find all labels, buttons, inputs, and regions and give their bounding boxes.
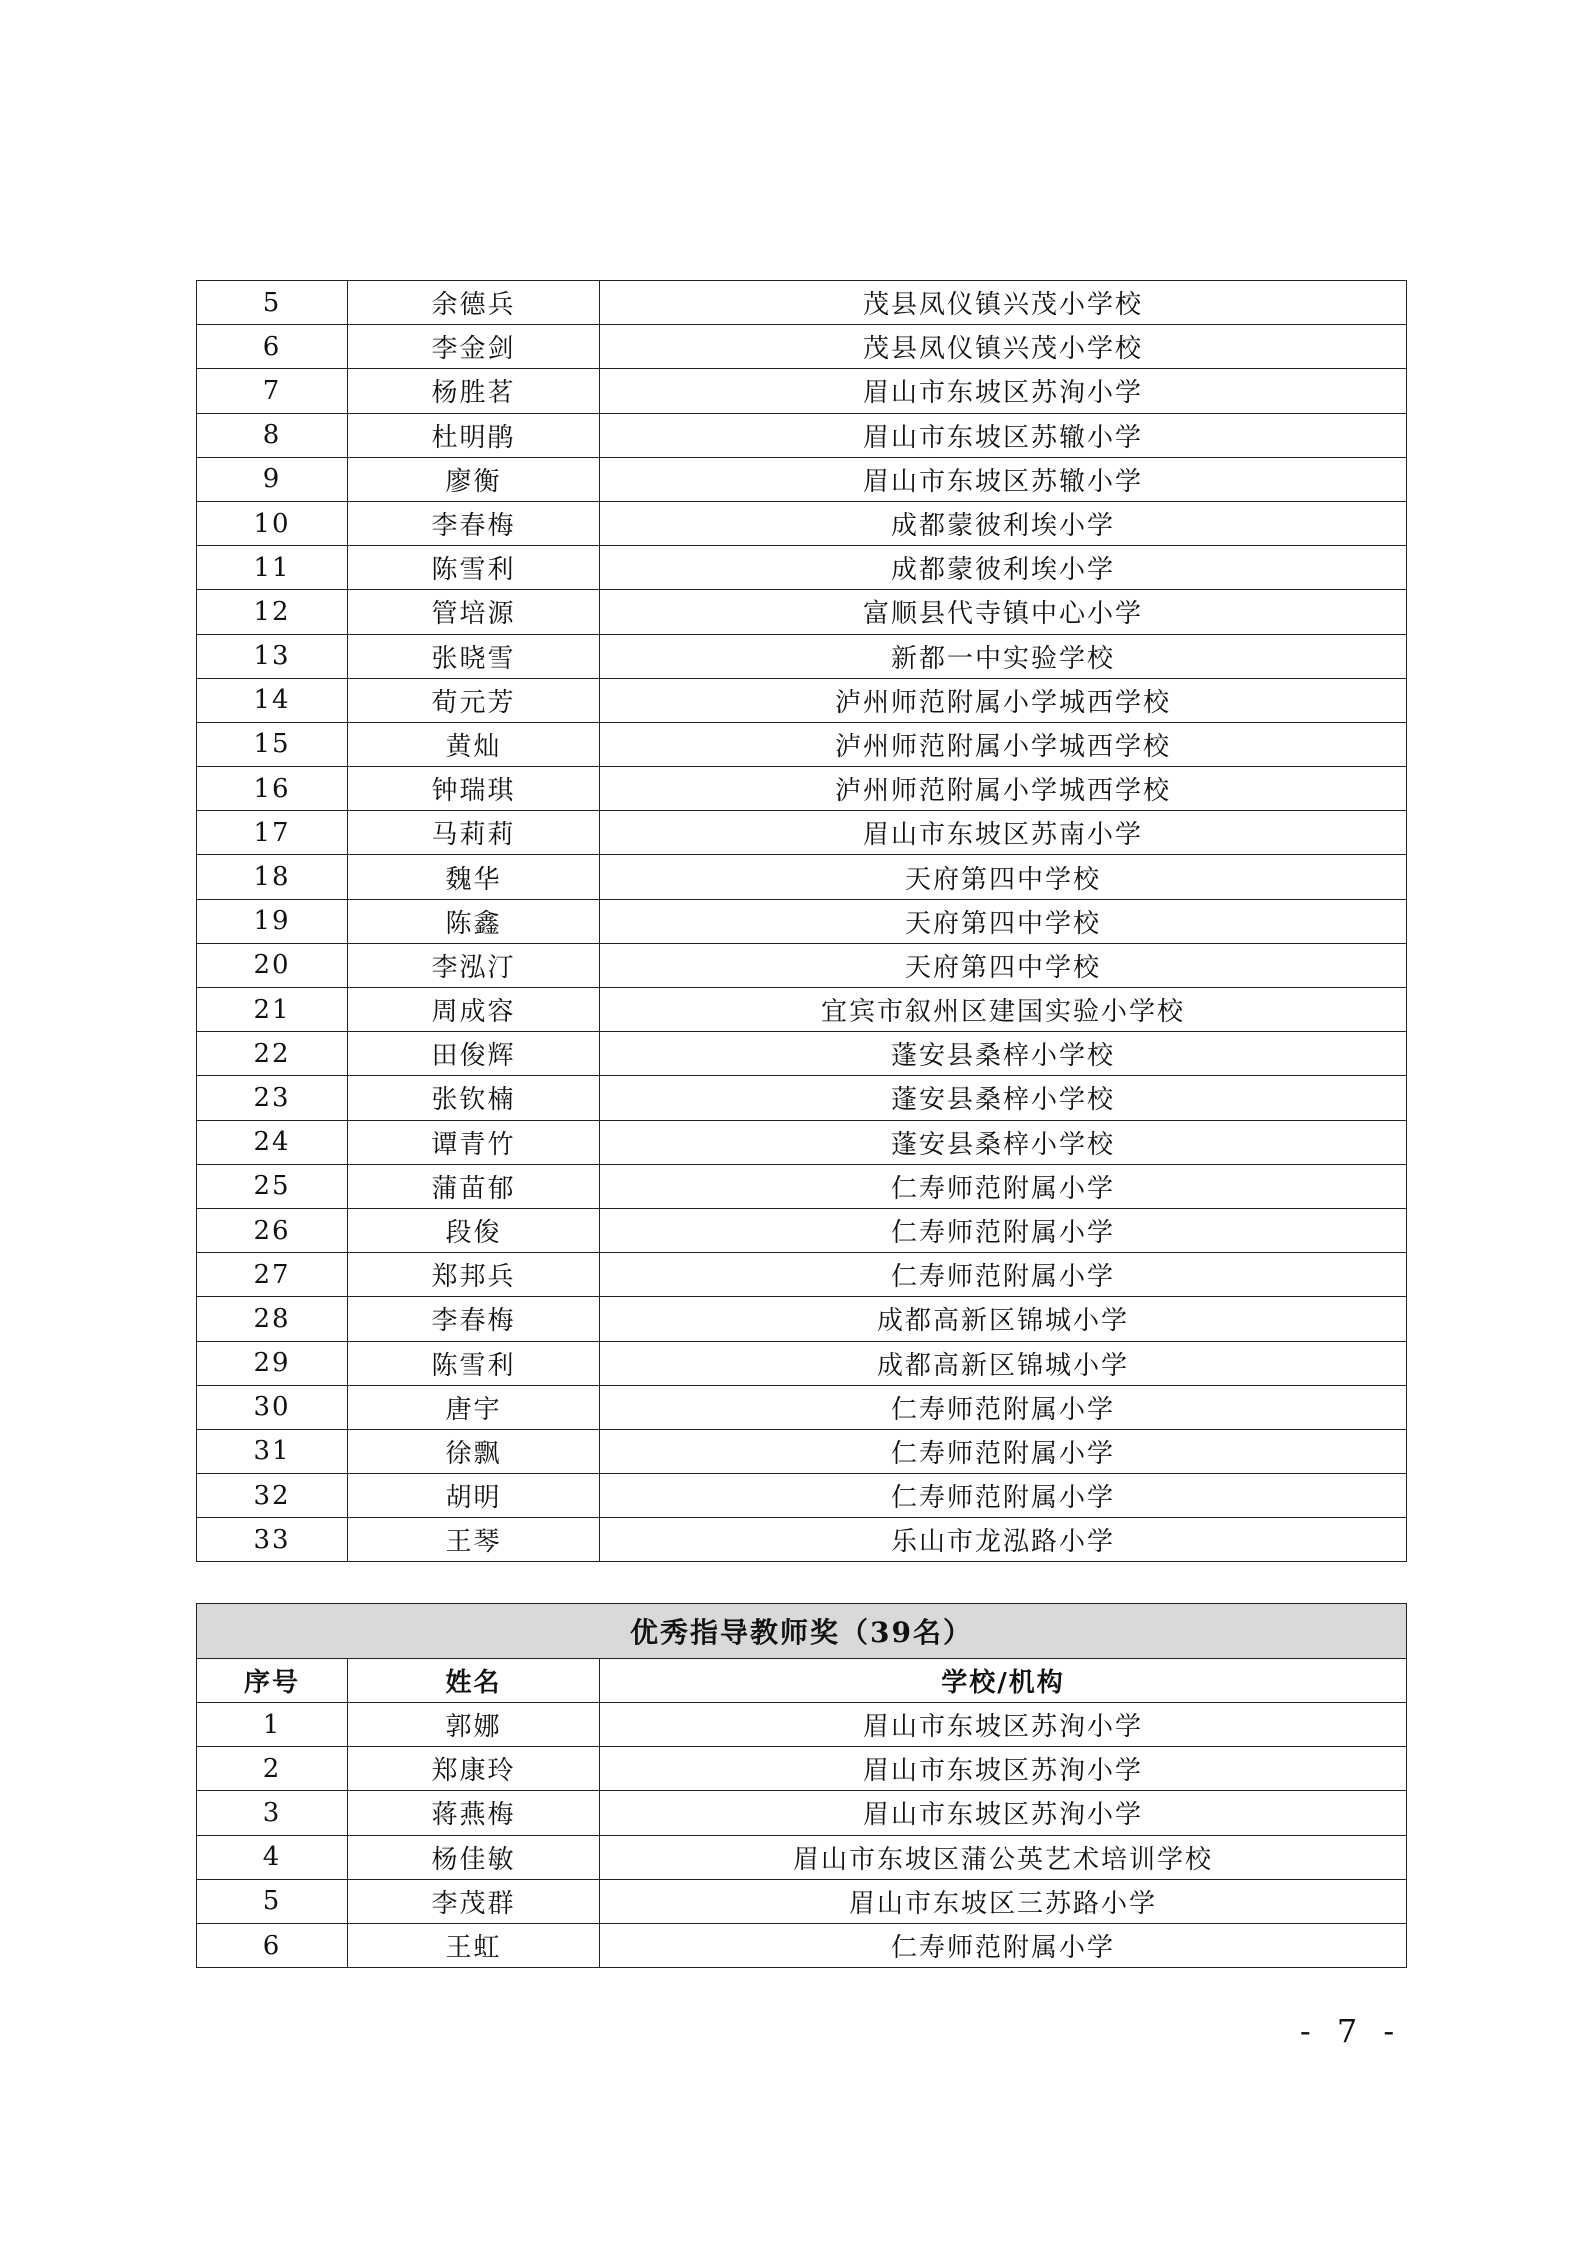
table-row xyxy=(197,1032,1407,1076)
cell-num: 17 xyxy=(197,811,348,855)
table-row xyxy=(197,1429,1407,1473)
cell-name: 管培源 xyxy=(348,590,600,634)
cell-school: 泸州师范附属小学城西学校 xyxy=(600,722,1407,766)
table-title-row xyxy=(197,1604,1407,1659)
cell-name: 陈鑫 xyxy=(348,899,600,943)
table-row xyxy=(197,1747,1407,1791)
table-row xyxy=(197,722,1407,766)
award-list-body xyxy=(197,281,1407,1562)
cell-name: 田俊辉 xyxy=(348,1032,600,1076)
cell-school: 蓬安县桑梓小学校 xyxy=(600,1120,1407,1164)
cell-school: 泸州师范附属小学城西学校 xyxy=(600,678,1407,722)
cell-school: 天府第四中学校 xyxy=(600,899,1407,943)
table-row xyxy=(197,1474,1407,1518)
cell-num: 5 xyxy=(197,1879,348,1923)
cell-name: 李春梅 xyxy=(348,1297,600,1341)
cell-school: 眉山市东坡区三苏路小学 xyxy=(600,1879,1407,1923)
cell-name: 李金剑 xyxy=(348,325,600,369)
cell-num: 15 xyxy=(197,722,348,766)
cell-num: 32 xyxy=(197,1474,348,1518)
cell-school: 天府第四中学校 xyxy=(600,855,1407,899)
cell-num: 22 xyxy=(197,1032,348,1076)
cell-num: 6 xyxy=(197,325,348,369)
cell-num: 4 xyxy=(197,1835,348,1879)
table-row xyxy=(197,1076,1407,1120)
cell-num: 9 xyxy=(197,457,348,501)
table-row xyxy=(197,1341,1407,1385)
cell-school: 乐山市龙泓路小学 xyxy=(600,1518,1407,1562)
cell-num: 14 xyxy=(197,678,348,722)
table-row xyxy=(197,369,1407,413)
cell-name: 郭娜 xyxy=(348,1703,600,1747)
table-row xyxy=(197,281,1407,325)
cell-name: 陈雪利 xyxy=(348,1341,600,1385)
cell-name: 马莉莉 xyxy=(348,811,600,855)
table-row xyxy=(197,1164,1407,1208)
table-row xyxy=(197,1253,1407,1297)
cell-name: 杨胜茗 xyxy=(348,369,600,413)
cell-name: 荀元芳 xyxy=(348,678,600,722)
table-row xyxy=(197,457,1407,501)
cell-school: 蓬安县桑梓小学校 xyxy=(600,1032,1407,1076)
cell-num: 23 xyxy=(197,1076,348,1120)
cell-name: 李春梅 xyxy=(348,501,600,545)
cell-school: 仁寿师范附属小学 xyxy=(600,1474,1407,1518)
cell-name: 张钦楠 xyxy=(348,1076,600,1120)
cell-name: 徐飘 xyxy=(348,1429,600,1473)
table-row xyxy=(197,767,1407,811)
cell-school: 仁寿师范附属小学 xyxy=(600,1429,1407,1473)
cell-school: 成都蒙彼利埃小学 xyxy=(600,501,1407,545)
cell-name: 钟瑞琪 xyxy=(348,767,600,811)
cell-num: 25 xyxy=(197,1164,348,1208)
cell-num: 29 xyxy=(197,1341,348,1385)
table-row xyxy=(197,325,1407,369)
excellent-instructor-table xyxy=(196,1603,1407,1968)
cell-name: 陈雪利 xyxy=(348,546,600,590)
cell-num: 31 xyxy=(197,1429,348,1473)
cell-school: 仁寿师范附属小学 xyxy=(600,1923,1407,1967)
table-row xyxy=(197,634,1407,678)
cell-school: 成都蒙彼利埃小学 xyxy=(600,546,1407,590)
cell-num: 21 xyxy=(197,988,348,1032)
table-header-row xyxy=(197,1659,1407,1703)
cell-name: 黄灿 xyxy=(348,722,600,766)
cell-name: 张晓雪 xyxy=(348,634,600,678)
cell-name: 郑邦兵 xyxy=(348,1253,600,1297)
cell-num: 2 xyxy=(197,1747,348,1791)
page-number: - 7 - xyxy=(1299,2012,1403,2050)
cell-num: 28 xyxy=(197,1297,348,1341)
table-row xyxy=(197,590,1407,634)
header-name: 姓名 xyxy=(348,1659,600,1703)
cell-name: 魏华 xyxy=(348,855,600,899)
cell-school: 眉山市东坡区苏辙小学 xyxy=(600,457,1407,501)
cell-num: 5 xyxy=(197,281,348,325)
cell-name: 段俊 xyxy=(348,1208,600,1252)
cell-school: 眉山市东坡区苏洵小学 xyxy=(600,1791,1407,1835)
cell-school: 茂县凤仪镇兴茂小学校 xyxy=(600,325,1407,369)
table-row xyxy=(197,1791,1407,1835)
cell-num: 20 xyxy=(197,943,348,987)
cell-name: 谭青竹 xyxy=(348,1120,600,1164)
table-title: 优秀指导教师奖（39名） xyxy=(197,1604,1407,1659)
cell-school: 仁寿师范附属小学 xyxy=(600,1164,1407,1208)
table-row xyxy=(197,501,1407,545)
cell-school: 成都高新区锦城小学 xyxy=(600,1297,1407,1341)
cell-num: 12 xyxy=(197,590,348,634)
cell-school: 新都一中实验学校 xyxy=(600,634,1407,678)
cell-name: 王琴 xyxy=(348,1518,600,1562)
cell-school: 眉山市东坡区苏洵小学 xyxy=(600,369,1407,413)
table-row xyxy=(197,1703,1407,1747)
cell-name: 廖衡 xyxy=(348,457,600,501)
table-row xyxy=(197,1835,1407,1879)
cell-name: 胡明 xyxy=(348,1474,600,1518)
cell-num: 16 xyxy=(197,767,348,811)
cell-school: 眉山市东坡区苏洵小学 xyxy=(600,1747,1407,1791)
cell-school: 泸州师范附属小学城西学校 xyxy=(600,767,1407,811)
table-row xyxy=(197,988,1407,1032)
cell-num: 6 xyxy=(197,1923,348,1967)
cell-name: 蒲苗郁 xyxy=(348,1164,600,1208)
excellent-instructor-body xyxy=(197,1604,1407,1968)
cell-school: 蓬安县桑梓小学校 xyxy=(600,1076,1407,1120)
cell-school: 仁寿师范附属小学 xyxy=(600,1253,1407,1297)
cell-num: 27 xyxy=(197,1253,348,1297)
cell-school: 宜宾市叙州区建国实验小学校 xyxy=(600,988,1407,1032)
header-school: 学校/机构 xyxy=(600,1659,1407,1703)
cell-num: 1 xyxy=(197,1703,348,1747)
cell-num: 33 xyxy=(197,1518,348,1562)
cell-num: 8 xyxy=(197,413,348,457)
table-row xyxy=(197,943,1407,987)
cell-num: 30 xyxy=(197,1385,348,1429)
header-num: 序号 xyxy=(197,1659,348,1703)
cell-name: 唐宇 xyxy=(348,1385,600,1429)
cell-school: 富顺县代寺镇中心小学 xyxy=(600,590,1407,634)
cell-school: 天府第四中学校 xyxy=(600,943,1407,987)
cell-school: 仁寿师范附属小学 xyxy=(600,1208,1407,1252)
cell-num: 13 xyxy=(197,634,348,678)
cell-num: 19 xyxy=(197,899,348,943)
cell-num: 7 xyxy=(197,369,348,413)
cell-school: 茂县凤仪镇兴茂小学校 xyxy=(600,281,1407,325)
table-row xyxy=(197,855,1407,899)
table-row xyxy=(197,413,1407,457)
table-row xyxy=(197,1120,1407,1164)
cell-name: 杨佳敏 xyxy=(348,1835,600,1879)
cell-school: 成都高新区锦城小学 xyxy=(600,1341,1407,1385)
cell-name: 王虹 xyxy=(348,1923,600,1967)
cell-school: 眉山市东坡区苏洵小学 xyxy=(600,1703,1407,1747)
cell-name: 李茂群 xyxy=(348,1879,600,1923)
table-row xyxy=(197,1923,1407,1967)
cell-name: 余德兵 xyxy=(348,281,600,325)
table-row xyxy=(197,1297,1407,1341)
table-row xyxy=(197,1208,1407,1252)
cell-name: 周成容 xyxy=(348,988,600,1032)
table-row xyxy=(197,899,1407,943)
table-row xyxy=(197,1385,1407,1429)
cell-school: 仁寿师范附属小学 xyxy=(600,1385,1407,1429)
cell-num: 10 xyxy=(197,501,348,545)
cell-school: 眉山市东坡区苏辙小学 xyxy=(600,413,1407,457)
award-list-table-continued xyxy=(196,280,1407,1562)
cell-school: 眉山市东坡区蒲公英艺术培训学校 xyxy=(600,1835,1407,1879)
cell-name: 郑康玲 xyxy=(348,1747,600,1791)
cell-num: 11 xyxy=(197,546,348,590)
cell-num: 3 xyxy=(197,1791,348,1835)
cell-name: 李泓汀 xyxy=(348,943,600,987)
cell-num: 24 xyxy=(197,1120,348,1164)
table-row xyxy=(197,1518,1407,1562)
table-row xyxy=(197,1879,1407,1923)
cell-name: 杜明鹃 xyxy=(348,413,600,457)
cell-num: 18 xyxy=(197,855,348,899)
table-row xyxy=(197,811,1407,855)
table-row xyxy=(197,678,1407,722)
cell-name: 蒋燕梅 xyxy=(348,1791,600,1835)
cell-school: 眉山市东坡区苏南小学 xyxy=(600,811,1407,855)
table-row xyxy=(197,546,1407,590)
cell-num: 26 xyxy=(197,1208,348,1252)
